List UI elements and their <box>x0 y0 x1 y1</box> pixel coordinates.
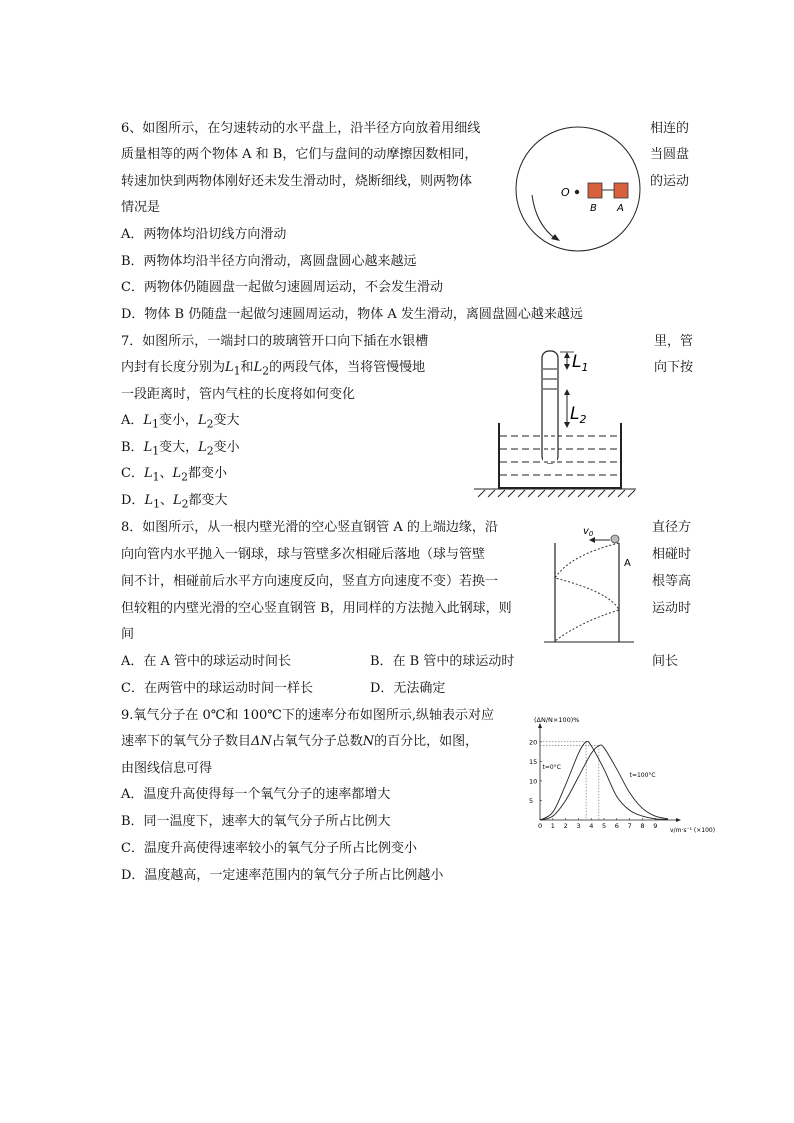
q6-line2: 质量相等的两个物体 A 和 B，它们与盘间的动摩擦因数相同， <box>121 147 478 162</box>
trough-right-wall <box>620 423 622 489</box>
q8-line1-right: 直径方 <box>652 520 692 535</box>
opt-mid: 、 <box>159 493 173 508</box>
l1-label: $L_1$ <box>572 352 589 374</box>
q7-line2-post: 的两段气体，当将管慢慢地 <box>269 360 426 375</box>
l2-arrow-up <box>564 389 570 395</box>
q7-line1: 7．如图所示，一端封口的玻璃管开口向下插在水银槽 <box>121 334 429 349</box>
l1-arrow-up <box>564 352 570 358</box>
q6-line2-right: 当圆盘 <box>650 147 690 162</box>
l2-symbol: L <box>172 493 182 508</box>
l2-sub: 2 <box>206 444 214 458</box>
q9-speed-distribution-chart <box>516 716 716 834</box>
q8-line3-right: 根等高 <box>652 574 692 589</box>
l2-symbol: L <box>172 466 182 481</box>
l2-sub: 2 <box>181 470 189 484</box>
l2-sub: 2 <box>181 497 189 511</box>
q9-option-a: A．温度升高使得每一个氧气分子的速率都增大 <box>121 787 391 802</box>
block-a-label: A <box>617 203 624 214</box>
q8-line4: 但较粗的内壁光滑的空心竖直钢管 B，用同样的方法抛入此钢球，则 <box>121 601 512 616</box>
legend-t0: t=0°C <box>542 764 561 772</box>
q9-line1: 9.氧气分子在 0℃和 100℃下的速率分布如图所示,纵轴表示对应 <box>121 708 494 723</box>
q9-line2-post: 的百分比，如图， <box>374 734 479 749</box>
q9-n: N <box>362 734 375 749</box>
q7-line2-mid: 和 <box>240 360 254 375</box>
q6-line3-right: 的运动 <box>650 174 690 189</box>
q7-line2 <box>121 359 425 381</box>
legend-t100: t=100°C <box>629 772 656 779</box>
opt-prefix: A． <box>121 413 144 428</box>
q6-turntable-figure <box>512 113 644 259</box>
rotation-arrowhead <box>551 234 560 241</box>
x-axis-label: v/m·s⁻¹ (×100) <box>670 827 716 834</box>
l1-symbol: L <box>143 413 153 428</box>
steel-ball <box>611 535 619 543</box>
l1-sub: 1 <box>152 470 160 484</box>
x-tick-label: 1 <box>550 822 555 830</box>
q7-mercury-tube-figure <box>470 343 640 503</box>
q8-line5: 间 <box>121 627 135 642</box>
l1-symbol: L <box>144 493 154 508</box>
q8-option-b: B．在 B 管中的球运动时 <box>370 654 515 669</box>
q6-option-d: D．物体 B 仍随盘一起做匀速圆周运动，物体 A 发生滑动，离圆盘圆心越来越远 <box>121 307 583 322</box>
l1-arrow-down <box>564 364 570 370</box>
q6-line3: 转速加快到两物体刚好还未发生滑动时，烧断细线，则两物体 <box>121 174 473 189</box>
x-tick-label: 7 <box>627 822 632 830</box>
q9-option-c: C．温度升高使得速率较小的氧气分子所占比例变小 <box>121 841 417 856</box>
q9-delta-n: ΔN <box>251 734 272 749</box>
q8-line4-right: 运动时 <box>652 601 692 616</box>
opt-prefix: C． <box>121 466 144 481</box>
q9-line2-pre: 速率下的氧气分子数目 <box>121 734 252 749</box>
x-tick-label: 0 <box>538 822 543 830</box>
l2-sub: 2 <box>206 417 214 431</box>
opt-post: 都变大 <box>188 493 228 508</box>
q6-line1-right: 相连的 <box>650 121 690 136</box>
l1-sub: 1 <box>153 497 160 511</box>
q7-line2-right: 向下按 <box>654 360 694 375</box>
q8-steel-tube-figure <box>540 520 640 650</box>
opt-post: 变大 <box>213 413 240 428</box>
opt-prefix: B． <box>121 440 144 455</box>
q9-line2 <box>121 733 478 751</box>
q8-line2-right: 相碰时 <box>652 547 692 562</box>
q7-line3: 一段距离时，管内气柱的长度将如何变化 <box>121 387 356 402</box>
q9-line3: 由图线信息可得 <box>121 761 213 776</box>
series-line-t0 <box>540 741 668 820</box>
opt-post: 都变小 <box>188 466 228 481</box>
q8-line1: 8．如图所示，从一根内壁光滑的空心竖直钢管 A 的上端边缘，沿 <box>121 520 498 535</box>
block-a <box>614 183 628 198</box>
l2-label: $L_2$ <box>570 404 587 426</box>
l1-symbol: L <box>143 440 153 455</box>
y-tick-label: 15 <box>529 757 538 766</box>
v0-label: $v_0$ <box>583 526 594 538</box>
q8-line3: 间不计，相碰前后水平方向速度反向，竖直方向速度不变）若换一 <box>121 574 499 589</box>
q8-option-a: A．在 A 管中的球运动时间长 <box>121 654 292 669</box>
y-tick-label: 5 <box>529 796 534 805</box>
ball-trajectory <box>555 543 619 641</box>
q9-option-d: D．温度越高，一定速率范围内的氧气分子所占比例越小 <box>121 868 444 883</box>
opt-mid: 变小， <box>158 413 198 428</box>
q7-option-d <box>121 492 228 514</box>
q7-line2-l2-sub: 2 <box>262 364 270 378</box>
y-tick-label: 10 <box>529 777 538 786</box>
q7-option-b <box>121 439 240 461</box>
q9-line2-mid: 占氧气分子总数 <box>271 734 363 749</box>
mercury-lines <box>500 436 620 475</box>
x-tick-label: 6 <box>614 822 619 830</box>
q9-option-b: B．同一温度下，速率大的氧气分子所占比例大 <box>121 814 391 829</box>
q6-option-b: B．两物体均沿半径方向滑动，离圆盘圆心越来越远 <box>121 254 417 269</box>
q7-line1-right: 里，管 <box>654 334 694 349</box>
l1-sub: 1 <box>152 444 160 458</box>
q8-option-b-right: 间长 <box>652 654 679 669</box>
q7-line2-l1: L <box>225 360 234 375</box>
q7-line2-l1-sub: 1 <box>233 364 241 378</box>
block-b-label: B <box>590 203 597 214</box>
x-tick-label: 9 <box>653 822 658 830</box>
q7-option-c <box>121 465 227 487</box>
q8-option-d: D．无法确定 <box>370 681 446 696</box>
center-dot <box>575 190 579 194</box>
opt-prefix: D． <box>121 493 145 508</box>
rotation-arrow <box>532 195 556 239</box>
series-line-t100 <box>540 745 668 820</box>
q6-option-c: C．两物体仍随圆盘一起做匀速圆周运动，不会发生滑动 <box>121 280 443 295</box>
tube-a-label: A <box>624 558 631 569</box>
q8-option-c: C．在两管中的球运动时间一样长 <box>121 681 313 696</box>
q8-line2: 向向管内水平抛入一钢球，球与管壁多次相碰后落地（球与管壁 <box>121 547 486 562</box>
center-label: O <box>561 186 570 199</box>
block-b <box>588 183 602 198</box>
q7-line2-l2: L <box>253 360 263 375</box>
q6-line4: 情况是 <box>121 200 161 215</box>
l2-symbol: L <box>197 413 207 428</box>
y-axis-label: (ΔN/N×100)% <box>534 716 580 724</box>
trough-left-wall <box>498 423 500 489</box>
opt-post: 变小 <box>213 440 240 455</box>
l1-sub: 1 <box>152 417 159 431</box>
l2-symbol: L <box>198 440 207 455</box>
x-tick-label: 3 <box>576 822 581 830</box>
q7-option-a <box>121 412 239 434</box>
opt-mid: 变大， <box>159 440 199 455</box>
q6-line1: 6、如图所示，在匀速转动的水平盘上，沿半径方向放着用细线 <box>121 121 481 136</box>
q7-line2-pre: 内封有长度分别为 <box>121 360 226 375</box>
ground-hatch <box>478 490 635 497</box>
x-tick-label: 8 <box>640 822 645 830</box>
x-tick-label: 5 <box>602 822 607 830</box>
x-tick-label: 4 <box>589 822 594 830</box>
x-tick-label: 2 <box>563 822 568 830</box>
opt-mid: 、 <box>159 466 173 481</box>
x-axis-arrow <box>676 818 681 822</box>
q6-option-a: A．两物体均沿切线方向滑动 <box>121 227 287 242</box>
l1-symbol: L <box>143 466 153 481</box>
y-tick-label: 20 <box>529 738 538 747</box>
